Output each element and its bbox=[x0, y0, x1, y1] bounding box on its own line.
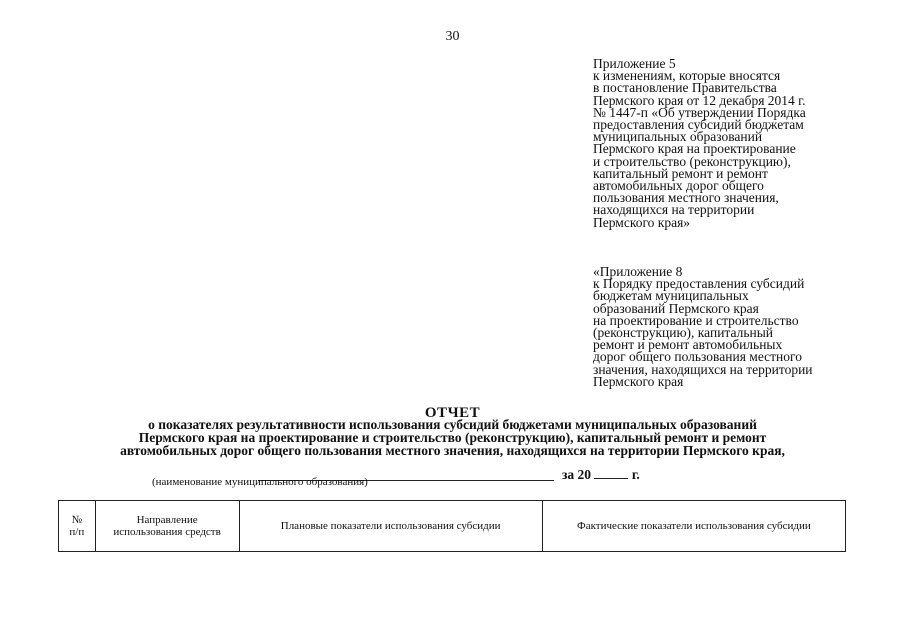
page-number: 30 bbox=[445, 29, 460, 44]
appendix-5-line: муниципальных образований bbox=[593, 129, 763, 145]
table-header-row bbox=[59, 501, 846, 552]
period-prefix: за 20 bbox=[562, 467, 592, 482]
report-table bbox=[58, 500, 846, 552]
appendix-5-line: Приложение 5 bbox=[593, 56, 676, 71]
appendix-8-line: (реконструкцию), капитальный bbox=[593, 325, 774, 341]
appendix-5-line: Пермского края от 12 декабря 2014 г. bbox=[593, 92, 806, 108]
appendix-8-line: ремонт и ремонт автомобильных bbox=[593, 337, 783, 353]
appendix-5-line: к изменениям, которые вносятся bbox=[593, 68, 781, 84]
appendix-5-line: капитальный ремонт и ремонт bbox=[593, 165, 768, 181]
header-actual: Фактические показатели использования субсидии bbox=[542, 501, 845, 552]
appendix-8-line: Пермского края bbox=[593, 373, 684, 389]
appendix-8-line: образований Пермского края bbox=[593, 300, 759, 316]
appendix-8-line: бюджетам муниципальных bbox=[593, 288, 749, 304]
appendix-5-line: находящихся на территории bbox=[593, 202, 755, 218]
appendix-8-line: «Приложение 8 bbox=[593, 264, 683, 279]
report-period bbox=[562, 467, 640, 483]
period-suffix: г. bbox=[631, 467, 640, 482]
appendix-5-line: Пермского края на проектирование bbox=[593, 141, 796, 157]
appendix-5-line: № 1447-п «Об утверждении Порядка bbox=[593, 104, 806, 120]
appendix-8-block bbox=[593, 266, 873, 388]
header-direction: Направление использования средств bbox=[95, 501, 239, 552]
report-subtitle-line: о показателях результативности использования субсидий бюджетами муниципальных образований bbox=[148, 417, 757, 432]
report-title: ОТЧЕТ bbox=[424, 405, 481, 421]
header-planned: Плановые показатели использования субсидии bbox=[239, 501, 542, 552]
report-subtitle-line: автомобильных дорог общего пользования местного значения, находящихся на территории Пермского края, bbox=[120, 443, 785, 458]
header-number: № п/п bbox=[59, 501, 96, 552]
municipality-caption: (наименование муниципального образования) bbox=[152, 476, 368, 488]
appendix-5-line: предоставления субсидий бюджетам bbox=[593, 117, 804, 133]
report-subtitle-line: Пермского края на проектирование и строительство (реконструкцию), капитальный ремонт и ремонт bbox=[138, 430, 767, 445]
appendix-5-line: Пермского края» bbox=[593, 214, 691, 230]
year-blank-line bbox=[594, 467, 628, 479]
appendix-5-line: автомобильных дорог общего bbox=[593, 178, 764, 194]
appendix-8-line: значения, находящихся на территории bbox=[593, 361, 813, 377]
appendix-8-line: дорог общего пользования местного bbox=[593, 349, 802, 365]
report-subtitle bbox=[40, 418, 865, 457]
appendix-5-block bbox=[593, 58, 873, 229]
appendix-8-line: к Порядку предоставления субсидий bbox=[593, 276, 805, 292]
appendix-8-line: на проектирование и строительство bbox=[593, 312, 799, 328]
appendix-5-line: пользования местного значения, bbox=[593, 190, 779, 206]
appendix-5-line: в постановление Правительства bbox=[593, 80, 777, 96]
appendix-5-line: и строительство (реконструкцию), bbox=[593, 153, 791, 169]
